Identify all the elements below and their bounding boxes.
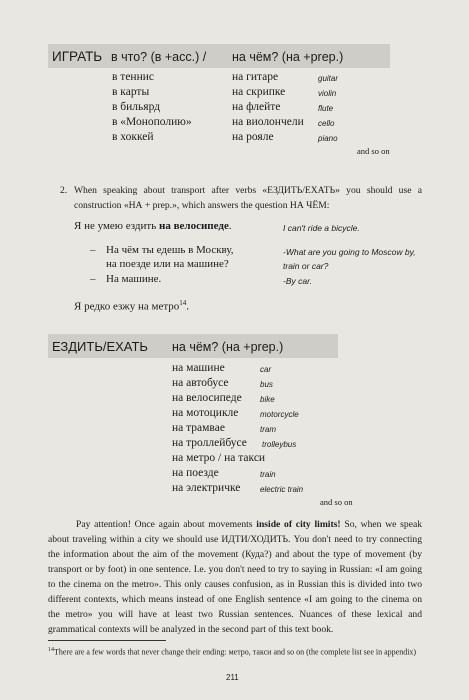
footnote-ref: 14 xyxy=(179,299,187,307)
footnote: $^{14}$There are a few words that never change their ending: метро, такси and so on (the complete list see in appendix) xyxy=(48,647,417,657)
dash-bullet: – xyxy=(90,244,96,256)
table2-translation: bike xyxy=(260,395,275,404)
example2-english-line1: -What are you going to Moscow by, xyxy=(283,247,416,257)
attention-paragraph: Pay attention! Once again about movements inside of city limits! So, when we speak about traveling within a city we should use ИДТИ/ХОДИТЬ. You don't need to try connecting the information about the aim of the movement (Куда?) and about the type of movement (by transport or by foot) in one sentence. I.e. you don't need to try to saying in Russian: «I am going to the cinema on the metro». This only causes confusion, as in Russian this is divided into two different contexts, which means instead of one English sentence «I am going to the cinema on the metro» you will have at least two Russian sentences. Nuances of these lexical and grammatical contexts will be analyzed in the second part of this text book. xyxy=(48,519,423,635)
table2-item: на метро / на такси xyxy=(172,452,266,464)
dash-bullet: – xyxy=(90,273,96,285)
table1-left-item: в теннис xyxy=(112,71,155,83)
table2-translation: tram xyxy=(260,425,276,434)
example1-bold: на велосипеде xyxy=(159,220,229,232)
table1-right-item: на гитаре xyxy=(232,71,279,83)
table2-item: на троллейбусе xyxy=(172,437,247,449)
table1-left-item: в хоккей xyxy=(112,131,154,143)
table1-right-item: на флейте xyxy=(232,101,281,113)
table1-left-item: в карты xyxy=(112,86,150,98)
footnote-separator xyxy=(48,640,166,641)
table2-translation: trolleybus xyxy=(262,440,297,449)
table1-translation: guitar xyxy=(318,74,339,83)
table1-translation: violin xyxy=(318,89,337,98)
table1-right-item: на виолончели xyxy=(232,116,304,128)
table2-translation: electric train xyxy=(260,485,304,494)
footnote-mark: 14 xyxy=(48,647,54,653)
example4-russian: Я редко езжу на метро$^{14}$. xyxy=(74,299,190,313)
table2-item: на велосипеде xyxy=(172,392,242,404)
example2-english-line2: train or car? xyxy=(283,261,329,271)
example2-russian-line2: на поезде или на машине? xyxy=(106,258,229,270)
example1-russian: Я не умею ездить на велосипеде. xyxy=(74,220,232,232)
example2-russian-line1: На чём ты едешь в Москву, xyxy=(106,244,234,256)
table1-verb: ИГРАТЬ xyxy=(52,49,103,64)
table2-translation: car xyxy=(260,365,272,374)
point2-line2: construction «НА + prep.», which answers the question НА ЧЁМ: xyxy=(74,200,330,211)
example1-english: I can't ride a bicycle. xyxy=(283,223,360,233)
table1-translation: piano xyxy=(318,134,338,143)
table2-and-so-on: and so on xyxy=(320,497,353,507)
table2-item: на мотоцикле xyxy=(172,407,239,419)
table2-translation: bus xyxy=(260,380,273,389)
table1-translation: flute xyxy=(318,104,334,113)
table2-translation: motorcycle xyxy=(260,410,299,419)
page-number: 211 xyxy=(226,673,239,682)
table2-item: на поезде xyxy=(172,467,219,479)
table1-right-item: на скрипке xyxy=(232,86,286,98)
table2-translation: train xyxy=(260,470,276,479)
paragraph-bold: inside of city limits! xyxy=(256,519,341,530)
point2-line1: When speaking about transport after verbs «ЕЗДИТЬ/ЕХАТЬ» you should use a xyxy=(74,185,422,196)
point2-number: 2. xyxy=(60,185,68,196)
table2-item: на электричке xyxy=(172,482,241,494)
table1-right-item: на рояле xyxy=(232,131,274,143)
table2-verb: ЕЗДИТЬ/ЕХАТЬ xyxy=(52,339,148,354)
table1-left-item: в «Монополию» xyxy=(112,116,192,128)
table1-right-header: на чём? (на +prep.) xyxy=(232,50,344,64)
table2-item: на трамвае xyxy=(172,422,225,434)
table2-header: на чём? (на +prep.) xyxy=(172,340,284,354)
table2-item: на машине xyxy=(172,362,225,374)
table1-left-item: в бильярд xyxy=(112,101,161,113)
example3-english: -By car. xyxy=(283,276,312,286)
table1-translation: cello xyxy=(318,119,335,128)
example3-russian: На машине. xyxy=(106,273,162,285)
table1-and-so-on: and so on xyxy=(357,146,390,156)
table2-item: на автобусе xyxy=(172,377,229,389)
table1-left-header: в что? (в +acc.) / xyxy=(111,50,207,64)
